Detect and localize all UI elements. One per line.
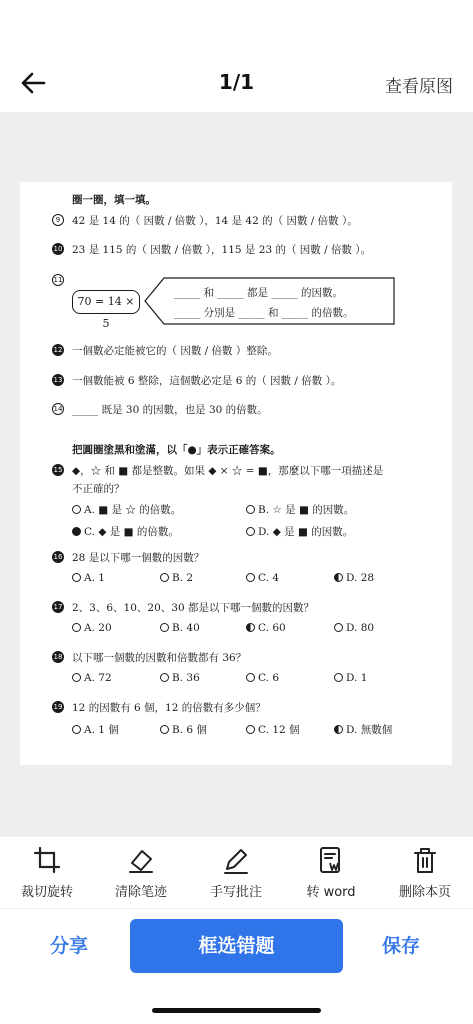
- q18-option-c[interactable]: C. 6: [246, 672, 279, 684]
- q15-text-line1: ◆，☆ 和 ■ 都是整數。如果 ◆ × ☆ = ■，那麼以下哪一項描述是: [72, 465, 384, 477]
- q10-number: 10: [53, 245, 63, 253]
- pen-icon: [221, 845, 251, 875]
- option-bubble: [160, 623, 169, 632]
- option-bubble: [160, 573, 169, 582]
- q17-option-a[interactable]: A. 20: [72, 622, 112, 634]
- q13-number: 13: [53, 376, 63, 384]
- q16-option-c[interactable]: C. 4: [246, 572, 279, 584]
- option-bubble: [246, 573, 255, 582]
- option-bubble: [246, 527, 255, 536]
- q18-option-d[interactable]: D. 1: [334, 672, 367, 684]
- q19-text: 12 的因數有 6 個，12 的倍數有多少個？: [72, 702, 266, 714]
- option-bubble: [160, 725, 169, 734]
- q9-number: 9: [52, 214, 64, 226]
- q18-option-b[interactable]: B. 36: [160, 672, 200, 684]
- q14-number: 14: [53, 405, 63, 413]
- edit-toolbar: [0, 836, 473, 909]
- q16-option-d[interactable]: D. 28: [334, 572, 374, 584]
- to-word-label: 转 word: [306, 885, 356, 900]
- document-viewer[interactable]: [0, 112, 473, 836]
- section2-title: 把圓圈塗黑和塗滿，以「●」表示正確答案。: [72, 444, 281, 456]
- page-indicator: 1/1: [218, 70, 255, 94]
- handwrite-label: 手写批注: [209, 885, 262, 900]
- q18-text: 以下哪一個數的因數和倍數都有 36？: [72, 652, 247, 664]
- q19-option-a[interactable]: A. 1 個: [72, 722, 119, 737]
- q15-option-a[interactable]: A. ■ 是 ☆ 的倍數。: [72, 502, 181, 517]
- q11-line1: _____ 和 _____ 都是 _____ 的因數。: [174, 287, 343, 299]
- save-button[interactable]: 保存: [382, 935, 421, 957]
- clear-strokes-tool[interactable]: [98, 845, 184, 900]
- share-button[interactable]: 分享: [50, 935, 89, 957]
- q12-number: 12: [53, 346, 63, 354]
- q11-arrow-box: [144, 277, 396, 325]
- option-bubble-marked: [334, 573, 343, 582]
- worksheet-page: [20, 182, 452, 765]
- option-bubble-marked: [246, 623, 255, 632]
- q14-text: _____ 既是 30 的因數，也是 30 的倍數。: [72, 404, 268, 416]
- view-original-button[interactable]: 查看原图: [385, 77, 453, 97]
- word-document-icon: [316, 845, 346, 875]
- q18-number: 18: [53, 653, 63, 661]
- q15-option-b[interactable]: B. ☆ 是 ■ 的因數。: [246, 502, 354, 517]
- q12-text: 一個數必定能被它的（ 因數 / 倍數 ）整除。: [72, 345, 278, 357]
- q19-option-c[interactable]: C. 12 個: [246, 722, 300, 737]
- q13-text: 一個數能被 6 整除，這個數必定是 6 的（ 因數 / 倍數 ）。: [72, 375, 342, 387]
- q18-option-a[interactable]: A. 72: [72, 672, 112, 684]
- q11-number: 11: [53, 276, 63, 284]
- delete-page-tool[interactable]: [382, 845, 468, 900]
- option-bubble: [246, 673, 255, 682]
- q16-number: 16: [53, 553, 63, 561]
- option-bubble: [72, 505, 81, 514]
- option-bubble: [72, 673, 81, 682]
- q15-text-line2: 不正確的？: [72, 483, 125, 495]
- q10-text: 23 是 115 的（ 因數 / 倍數 ），115 是 23 的（ 因數 / 倍數 ）。: [72, 244, 372, 256]
- trash-icon: [410, 845, 440, 875]
- option-bubble-filled: [72, 527, 81, 536]
- handwrite-tool[interactable]: [193, 845, 279, 900]
- q17-option-d[interactable]: D. 80: [334, 622, 374, 634]
- q17-option-b[interactable]: B. 40: [160, 622, 200, 634]
- q11-line2: _____ 分別是 _____ 和 _____ 的倍數。: [174, 307, 354, 319]
- q17-number: 17: [53, 603, 63, 611]
- q19-option-b[interactable]: B. 6 個: [160, 722, 207, 737]
- top-bar: [0, 0, 473, 112]
- q17-text: 2、3、6、10、20、30 都是以下哪一個數的因數？: [72, 602, 314, 614]
- option-bubble: [246, 725, 255, 734]
- option-bubble-marked: [334, 725, 343, 734]
- q15-number: 15: [53, 466, 63, 474]
- q11-formula: 70 = 14 × 5: [72, 290, 140, 314]
- q15-option-c[interactable]: C. ◆ 是 ■ 的倍數。: [72, 524, 179, 539]
- q17-option-c[interactable]: C. 60: [246, 622, 286, 634]
- crop-rotate-label: 裁切旋转: [20, 885, 73, 900]
- crop-icon: [32, 845, 62, 875]
- section1-title: 圈一圈，填一填。: [72, 194, 156, 206]
- home-indicator: [152, 1008, 321, 1013]
- option-bubble: [72, 573, 81, 582]
- option-bubble: [72, 725, 81, 734]
- option-bubble: [72, 623, 81, 632]
- to-word-tool[interactable]: [288, 845, 374, 900]
- select-errors-button[interactable]: 框选错题: [130, 919, 343, 973]
- option-bubble: [246, 505, 255, 514]
- bottom-actions: [0, 908, 473, 989]
- q16-option-b[interactable]: B. 2: [160, 572, 193, 584]
- option-bubble: [334, 673, 343, 682]
- option-bubble: [160, 673, 169, 682]
- q16-option-a[interactable]: A. 1: [72, 572, 105, 584]
- q16-text: 28 是以下哪一個數的因數？: [72, 552, 205, 564]
- clear-strokes-label: 清除笔迹: [114, 885, 167, 900]
- q9-text: 42 是 14 的（ 因數 / 倍數 ），14 是 42 的（ 因數 / 倍數 ）。: [72, 215, 358, 227]
- eraser-icon: [126, 845, 156, 875]
- q19-option-d[interactable]: D. 無數個: [334, 722, 392, 737]
- option-bubble: [334, 623, 343, 632]
- crop-rotate-tool[interactable]: [4, 845, 90, 900]
- delete-page-label: 删除本页: [398, 885, 451, 900]
- q19-number: 19: [53, 703, 63, 711]
- q15-option-d[interactable]: D. ◆ 是 ■ 的因數。: [246, 524, 353, 539]
